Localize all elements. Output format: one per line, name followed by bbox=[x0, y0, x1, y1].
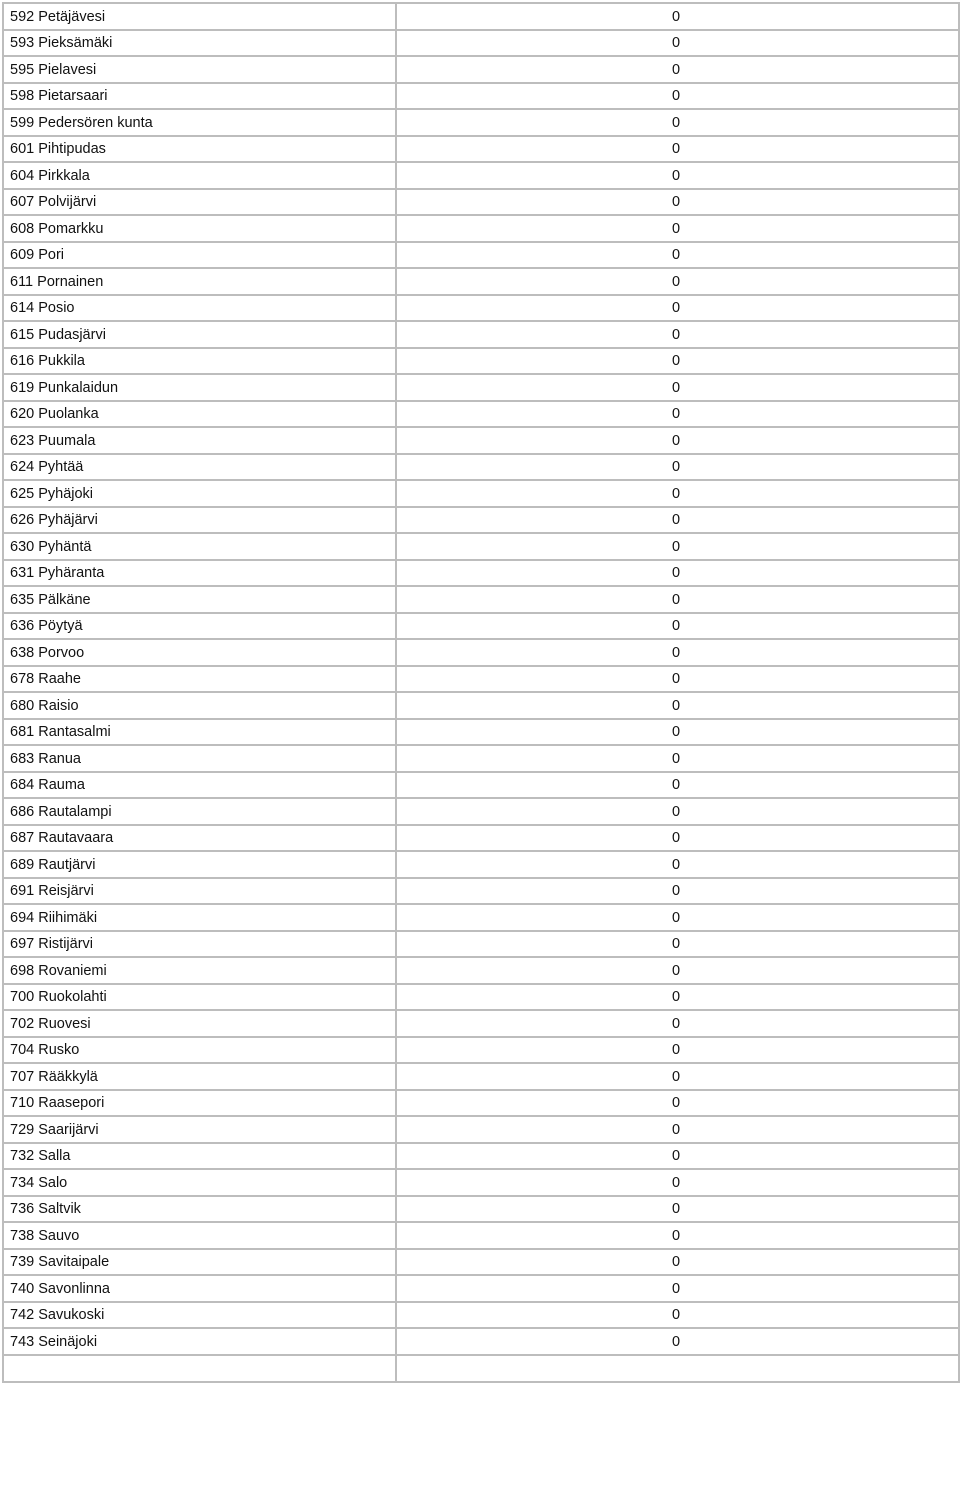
empty-name-cell bbox=[3, 1355, 396, 1382]
municipality-name-cell: 609 Pori bbox=[3, 242, 396, 269]
municipality-name-cell: 635 Pälkäne bbox=[3, 586, 396, 613]
table-row bbox=[3, 454, 959, 481]
municipality-name-cell: 687 Rautavaara bbox=[3, 825, 396, 852]
table-body bbox=[3, 3, 959, 1382]
value-cell: 0 bbox=[396, 798, 959, 825]
table-row bbox=[3, 136, 959, 163]
table-row bbox=[3, 268, 959, 295]
value-cell: 0 bbox=[396, 1010, 959, 1037]
table-row bbox=[3, 1328, 959, 1355]
value-cell: 0 bbox=[396, 454, 959, 481]
table-row bbox=[3, 507, 959, 534]
municipality-name-cell: 697 Ristijärvi bbox=[3, 931, 396, 958]
municipality-name-cell: 729 Saarijärvi bbox=[3, 1116, 396, 1143]
value-cell: 0 bbox=[396, 3, 959, 30]
table-row bbox=[3, 1090, 959, 1117]
table-row bbox=[3, 1249, 959, 1276]
table-row bbox=[3, 3, 959, 30]
value-cell: 0 bbox=[396, 348, 959, 375]
table-row bbox=[3, 30, 959, 57]
municipality-name-cell: 698 Rovaniemi bbox=[3, 957, 396, 984]
value-cell: 0 bbox=[396, 507, 959, 534]
table-row bbox=[3, 798, 959, 825]
municipality-name-cell: 636 Pöytyä bbox=[3, 613, 396, 640]
value-cell: 0 bbox=[396, 268, 959, 295]
table-row bbox=[3, 692, 959, 719]
municipality-name-cell: 689 Rautjärvi bbox=[3, 851, 396, 878]
municipality-name-cell: 684 Rauma bbox=[3, 772, 396, 799]
municipality-name-cell: 623 Puumala bbox=[3, 427, 396, 454]
value-cell: 0 bbox=[396, 1169, 959, 1196]
table-row bbox=[3, 825, 959, 852]
municipality-table bbox=[2, 2, 960, 1383]
table-row bbox=[3, 533, 959, 560]
municipality-name-cell: 626 Pyhäjärvi bbox=[3, 507, 396, 534]
value-cell: 0 bbox=[396, 480, 959, 507]
value-cell: 0 bbox=[396, 772, 959, 799]
value-cell: 0 bbox=[396, 1116, 959, 1143]
table-row bbox=[3, 719, 959, 746]
municipality-name-cell: 683 Ranua bbox=[3, 745, 396, 772]
table-row bbox=[3, 613, 959, 640]
table-row bbox=[3, 321, 959, 348]
municipality-name-cell: 694 Riihimäki bbox=[3, 904, 396, 931]
municipality-name-cell: 630 Pyhäntä bbox=[3, 533, 396, 560]
table-row bbox=[3, 931, 959, 958]
value-cell: 0 bbox=[396, 1249, 959, 1276]
empty-value-cell bbox=[396, 1355, 959, 1382]
table-row bbox=[3, 1063, 959, 1090]
table-row bbox=[3, 957, 959, 984]
value-cell: 0 bbox=[396, 1222, 959, 1249]
value-cell: 0 bbox=[396, 1302, 959, 1329]
municipality-name-cell: 734 Salo bbox=[3, 1169, 396, 1196]
value-cell: 0 bbox=[396, 533, 959, 560]
table-row bbox=[3, 586, 959, 613]
value-cell: 0 bbox=[396, 1275, 959, 1302]
value-cell: 0 bbox=[396, 1328, 959, 1355]
table-row bbox=[3, 984, 959, 1011]
value-cell: 0 bbox=[396, 878, 959, 905]
value-cell: 0 bbox=[396, 1090, 959, 1117]
table-row bbox=[3, 215, 959, 242]
value-cell: 0 bbox=[396, 427, 959, 454]
value-cell: 0 bbox=[396, 215, 959, 242]
table-row bbox=[3, 295, 959, 322]
empty-table-row bbox=[3, 1355, 959, 1382]
table-row bbox=[3, 1222, 959, 1249]
municipality-name-cell: 614 Posio bbox=[3, 295, 396, 322]
value-cell: 0 bbox=[396, 692, 959, 719]
table-row bbox=[3, 401, 959, 428]
municipality-name-cell: 593 Pieksämäki bbox=[3, 30, 396, 57]
municipality-name-cell: 608 Pomarkku bbox=[3, 215, 396, 242]
municipality-name-cell: 736 Saltvik bbox=[3, 1196, 396, 1223]
value-cell: 0 bbox=[396, 295, 959, 322]
value-cell: 0 bbox=[396, 321, 959, 348]
value-cell: 0 bbox=[396, 666, 959, 693]
table-row bbox=[3, 427, 959, 454]
municipality-name-cell: 702 Ruovesi bbox=[3, 1010, 396, 1037]
municipality-name-cell: 739 Savitaipale bbox=[3, 1249, 396, 1276]
municipality-name-cell: 615 Pudasjärvi bbox=[3, 321, 396, 348]
table-row bbox=[3, 109, 959, 136]
municipality-name-cell: 625 Pyhäjoki bbox=[3, 480, 396, 507]
table-row bbox=[3, 1143, 959, 1170]
municipality-name-cell: 619 Punkalaidun bbox=[3, 374, 396, 401]
municipality-name-cell: 740 Savonlinna bbox=[3, 1275, 396, 1302]
table-row bbox=[3, 851, 959, 878]
value-cell: 0 bbox=[396, 719, 959, 746]
value-cell: 0 bbox=[396, 1143, 959, 1170]
municipality-name-cell: 742 Savukoski bbox=[3, 1302, 396, 1329]
municipality-name-cell: 620 Puolanka bbox=[3, 401, 396, 428]
municipality-name-cell: 700 Ruokolahti bbox=[3, 984, 396, 1011]
value-cell: 0 bbox=[396, 745, 959, 772]
value-cell: 0 bbox=[396, 851, 959, 878]
value-cell: 0 bbox=[396, 83, 959, 110]
municipality-name-cell: 599 Pedersören kunta bbox=[3, 109, 396, 136]
value-cell: 0 bbox=[396, 1196, 959, 1223]
table-row bbox=[3, 189, 959, 216]
municipality-name-cell: 601 Pihtipudas bbox=[3, 136, 396, 163]
table-row bbox=[3, 1169, 959, 1196]
municipality-name-cell: 681 Rantasalmi bbox=[3, 719, 396, 746]
table-row bbox=[3, 56, 959, 83]
municipality-name-cell: 611 Pornainen bbox=[3, 268, 396, 295]
value-cell: 0 bbox=[396, 639, 959, 666]
municipality-name-cell: 738 Sauvo bbox=[3, 1222, 396, 1249]
table-row bbox=[3, 1275, 959, 1302]
value-cell: 0 bbox=[396, 189, 959, 216]
table-row bbox=[3, 878, 959, 905]
municipality-name-cell: 691 Reisjärvi bbox=[3, 878, 396, 905]
municipality-name-cell: 595 Pielavesi bbox=[3, 56, 396, 83]
value-cell: 0 bbox=[396, 613, 959, 640]
municipality-name-cell: 598 Pietarsaari bbox=[3, 83, 396, 110]
table-row bbox=[3, 772, 959, 799]
value-cell: 0 bbox=[396, 374, 959, 401]
municipality-name-cell: 710 Raasepori bbox=[3, 1090, 396, 1117]
municipality-name-cell: 743 Seinäjoki bbox=[3, 1328, 396, 1355]
table-row bbox=[3, 83, 959, 110]
table-row bbox=[3, 1302, 959, 1329]
value-cell: 0 bbox=[396, 401, 959, 428]
value-cell: 0 bbox=[396, 957, 959, 984]
municipality-name-cell: 680 Raisio bbox=[3, 692, 396, 719]
municipality-name-cell: 592 Petäjävesi bbox=[3, 3, 396, 30]
table-row bbox=[3, 1196, 959, 1223]
value-cell: 0 bbox=[396, 109, 959, 136]
municipality-name-cell: 607 Polvijärvi bbox=[3, 189, 396, 216]
table-row bbox=[3, 745, 959, 772]
value-cell: 0 bbox=[396, 242, 959, 269]
municipality-name-cell: 616 Pukkila bbox=[3, 348, 396, 375]
value-cell: 0 bbox=[396, 586, 959, 613]
table-row bbox=[3, 374, 959, 401]
table-row bbox=[3, 560, 959, 587]
table-row bbox=[3, 480, 959, 507]
table-row bbox=[3, 1037, 959, 1064]
municipality-name-cell: 604 Pirkkala bbox=[3, 162, 396, 189]
table-row bbox=[3, 904, 959, 931]
value-cell: 0 bbox=[396, 162, 959, 189]
value-cell: 0 bbox=[396, 825, 959, 852]
table-row bbox=[3, 1116, 959, 1143]
value-cell: 0 bbox=[396, 30, 959, 57]
municipality-name-cell: 678 Raahe bbox=[3, 666, 396, 693]
municipality-name-cell: 707 Rääkkylä bbox=[3, 1063, 396, 1090]
municipality-name-cell: 631 Pyhäranta bbox=[3, 560, 396, 587]
value-cell: 0 bbox=[396, 1063, 959, 1090]
value-cell: 0 bbox=[396, 904, 959, 931]
table-row bbox=[3, 666, 959, 693]
value-cell: 0 bbox=[396, 136, 959, 163]
municipality-name-cell: 732 Salla bbox=[3, 1143, 396, 1170]
table-row bbox=[3, 639, 959, 666]
municipality-name-cell: 686 Rautalampi bbox=[3, 798, 396, 825]
municipality-name-cell: 624 Pyhtää bbox=[3, 454, 396, 481]
table-row bbox=[3, 242, 959, 269]
value-cell: 0 bbox=[396, 1037, 959, 1064]
value-cell: 0 bbox=[396, 560, 959, 587]
municipality-name-cell: 704 Rusko bbox=[3, 1037, 396, 1064]
value-cell: 0 bbox=[396, 931, 959, 958]
municipality-name-cell: 638 Porvoo bbox=[3, 639, 396, 666]
table-row bbox=[3, 348, 959, 375]
table-row bbox=[3, 1010, 959, 1037]
value-cell: 0 bbox=[396, 56, 959, 83]
table-row bbox=[3, 162, 959, 189]
value-cell: 0 bbox=[396, 984, 959, 1011]
